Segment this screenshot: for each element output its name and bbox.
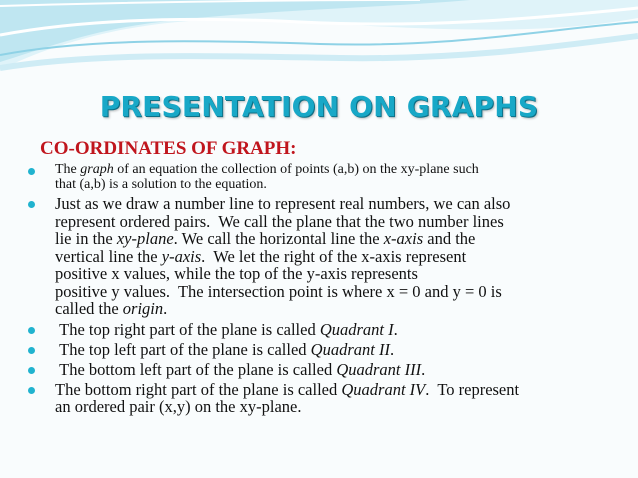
- emphasis-term: x-axis: [383, 229, 424, 248]
- section-subtitle: CO-ORDINATES OF GRAPH:: [40, 138, 297, 159]
- bullet-icon: [28, 168, 35, 175]
- bullet-text: [55, 320, 398, 339]
- bullet-text-run: . We let the right of the x-axis represent positive x values, while the top of the y-axis represents positive y values. The intersection point is where x = 0 and y = 0 is called the: [55, 246, 502, 318]
- bullet-text-run: .: [393, 319, 398, 339]
- bullet-list: [28, 162, 613, 418]
- bullet-text-run: .: [421, 359, 426, 379]
- emphasis-term: Quadrant III: [336, 359, 422, 379]
- bullet-icon: [28, 327, 35, 334]
- bullet-text-run: The bottom left part of the plane is called: [55, 359, 337, 379]
- emphasis-term: Quadrant I: [319, 319, 394, 339]
- bullet-text: [55, 380, 519, 416]
- bullet-text-run: The bottom right part of the plane is called: [55, 379, 342, 399]
- bullet-item-quadrant-ii: [28, 341, 613, 358]
- bullet-icon: [28, 387, 35, 394]
- emphasis-term: Quadrant II: [310, 339, 390, 359]
- page-title: PRESENTATION ON GRAPHS: [99, 90, 539, 123]
- bullet-icon: [28, 347, 35, 354]
- emphasis-term: xy-plane: [116, 229, 174, 248]
- bullet-text-run: The: [55, 162, 81, 177]
- bullet-text: [55, 194, 510, 318]
- bullet-text-run: The top left part of the plane is called: [55, 339, 311, 359]
- bullet-icon: [28, 367, 35, 374]
- emphasis-term: Quadrant IV: [341, 379, 426, 399]
- bullet-item-quadrant-iii: [28, 361, 613, 378]
- bullet-text: [55, 360, 425, 379]
- bullet-text-run: . To represent an ordered pair (x,y) on the xy-plane.: [55, 379, 520, 416]
- bullet-icon: [28, 201, 35, 208]
- bullet-item-quadrant-i: [28, 321, 613, 338]
- bullet-text-run: . We call the horizontal line the: [173, 229, 384, 248]
- emphasis-term: graph: [80, 162, 114, 177]
- bullet-text-run: of an equation the collection of points (a,b) on the xy-plane such that (a,b) is a solution to the equation.: [55, 162, 479, 192]
- bullet-item-graph-definition: [28, 162, 613, 192]
- bullet-text: [55, 340, 394, 359]
- header-wave-decoration: [0, 0, 638, 90]
- bullet-text-run: .: [163, 299, 168, 318]
- bullet-text-run: .: [389, 339, 395, 359]
- bullet-text: [55, 162, 479, 192]
- bullet-text-run: and the vertical line the: [55, 229, 476, 266]
- bullet-text-run: The top right part of the plane is called: [55, 319, 320, 339]
- emphasis-term: origin: [122, 299, 164, 318]
- emphasis-term: y-axis: [161, 246, 202, 266]
- bullet-text-run: Just as we draw a number line to represent real numbers, we can also represent ordered pairs. We call the plane that the two number lines lie in the: [55, 194, 511, 248]
- bullet-item-xy-plane: [28, 195, 613, 318]
- bullet-item-quadrant-iv: [28, 381, 613, 415]
